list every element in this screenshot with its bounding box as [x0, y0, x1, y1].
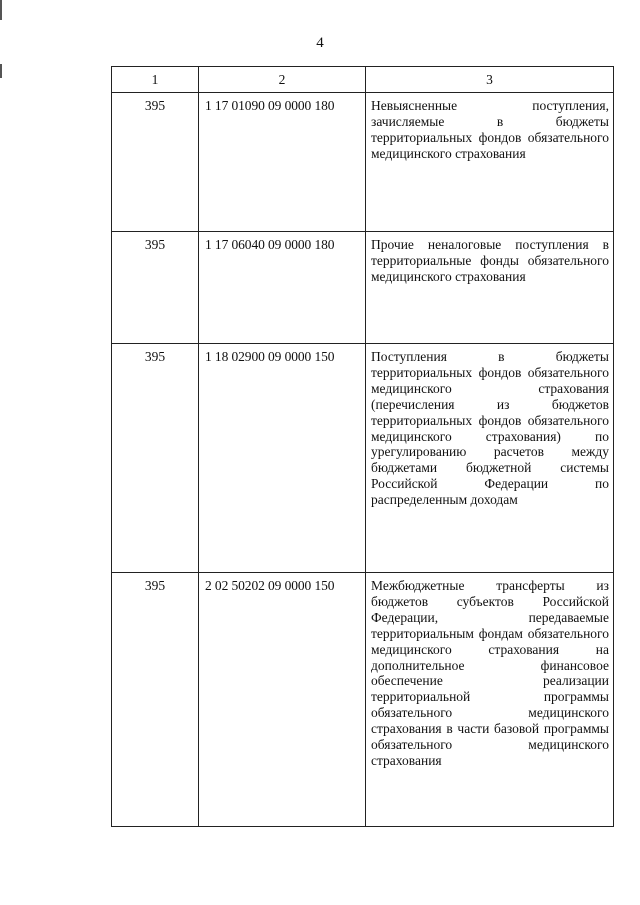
binding-mark-top	[0, 0, 2, 20]
binding-mark-middle	[0, 64, 2, 78]
admin-code-cell: 395	[112, 573, 199, 827]
table-row	[112, 344, 614, 573]
budget-code-cell: 1 17 01090 09 0000 180	[199, 93, 366, 232]
description-cell: Прочие неналоговые поступления в территориальные фонды обязательного медицинского страхования	[366, 232, 614, 344]
table-header-row	[112, 67, 614, 93]
revenue-codes-table	[111, 66, 614, 827]
column-header-3: 3	[366, 67, 614, 93]
budget-code-cell: 1 18 02900 09 0000 150	[199, 344, 366, 573]
budget-code-cell: 1 17 06040 09 0000 180	[199, 232, 366, 344]
admin-code-cell: 395	[112, 344, 199, 573]
description-cell: Межбюджетные трансферты из бюджетов субъектов Российской Федерации, передаваемые территориальным фондам обязательного медицинского страхования на дополнительное финансовое обеспечение реализации территориальной программы обязательного медицинского страхования в части базовой программы обязательного медицинского страхования	[366, 573, 614, 827]
table-row	[112, 232, 614, 344]
admin-code-cell: 395	[112, 93, 199, 232]
description-cell: Поступления в бюджеты территориальных фондов обязательного медицинского страхования (перечисления из бюджетов территориальных фондов обязательного медицинского страхования) по урегулированию расчетов между бюджетами бюджетной системы Российской Федерации по распределенным доходам	[366, 344, 614, 573]
column-header-1: 1	[112, 67, 199, 93]
page-number: 4	[316, 35, 324, 51]
description-cell: Невыясненные поступления, зачисляемые в бюджеты территориальных фондов обязательного медицинского страхования	[366, 93, 614, 232]
table-row	[112, 573, 614, 827]
budget-code-cell: 2 02 50202 09 0000 150	[199, 573, 366, 827]
column-header-2: 2	[199, 67, 366, 93]
admin-code-cell: 395	[112, 232, 199, 344]
table-row	[112, 93, 614, 232]
